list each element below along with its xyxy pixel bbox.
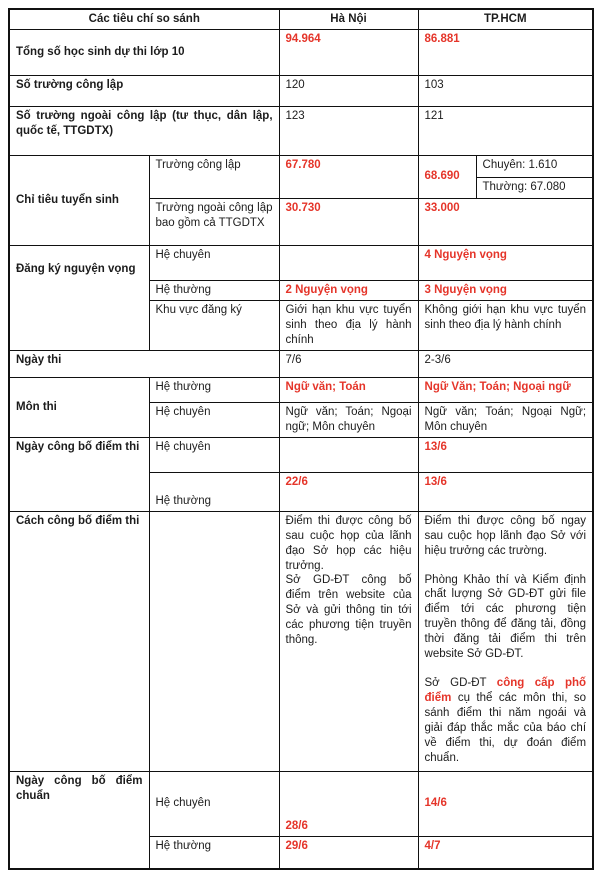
cell-subjects-thuong-hanoi: Ngữ văn; Toán (279, 377, 418, 402)
cell-non-public-schools-hcmc: 121 (418, 106, 593, 155)
cell-quota-public-hanoi: 67.780 (279, 155, 418, 198)
label-aspiration: Đăng ký nguyện vọng (9, 245, 149, 350)
label-cutoff-release: Ngày công bố điểm chuẩn (9, 771, 149, 869)
cell-quota-non-public-hcmc: 33.000 (418, 198, 593, 245)
cell-exam-date-hcmc: 2-3/6 (418, 350, 593, 377)
cell-aspiration-chuyen-hanoi (279, 245, 418, 280)
cell-cutoff-release-chuyen-hcmc: 14/6 (418, 771, 593, 836)
row-cutoff-release-chuyen (9, 771, 593, 836)
row-score-release-chuyen (9, 437, 593, 472)
label-public-schools: Số trường công lập (9, 75, 279, 106)
comparison-table (8, 8, 594, 870)
cell-score-release-chuyen-hcmc: 13/6 (418, 437, 593, 472)
label-non-public-schools: Số trường ngoài công lập (tư thục, dân lập, quốc tế, TTGDTX) (9, 106, 279, 155)
cell-total-students-hcmc: 86.881 (418, 29, 593, 75)
row-public-schools (9, 75, 593, 106)
cell-public-schools-hanoi: 120 (279, 75, 418, 106)
label-total-students: Tổng số học sinh dự thi lớp 10 (9, 29, 279, 75)
cell-aspiration-region-hanoi: Giới hạn khu vực tuyển sinh theo địa lý hành chính (279, 300, 418, 350)
cell-non-public-schools-hanoi: 123 (279, 106, 418, 155)
label-exam-date: Ngày thi (9, 350, 279, 377)
sublabel-aspiration-thuong: Hệ thường (149, 280, 279, 300)
release-method-hcmc-p3-prefix: Sở GD-ĐT (424, 677, 497, 690)
cell-quota-public-hcmc-total: 68.690 (418, 155, 476, 198)
cell-score-release-thuong-hcmc: 13/6 (418, 472, 593, 511)
cell-score-release-thuong-hanoi: 22/6 (279, 472, 418, 511)
label-quota: Chỉ tiêu tuyển sinh (9, 155, 149, 245)
sublabel-subjects-thuong: Hệ thường (149, 377, 279, 402)
release-method-hcmc-p3-highlight: công cấp phố điểm (424, 677, 587, 705)
cell-quota-public-hcmc-chuyen: Chuyên: 1.610 (476, 155, 593, 177)
header-hanoi: Hà Nội (279, 9, 418, 29)
cell-exam-date-hanoi: 7/6 (279, 350, 418, 377)
label-score-release: Ngày công bố điểm thi (9, 437, 149, 511)
sublabel-score-release-thuong: Hệ thường (149, 472, 279, 511)
release-method-hcmc-p3 (425, 676, 587, 766)
header-hcmc: TP.HCM (418, 9, 593, 29)
label-release-method: Cách công bố điểm thi (9, 511, 149, 771)
sublabel-aspiration-region: Khu vực đăng ký (149, 300, 279, 350)
cell-public-schools-hcmc: 103 (418, 75, 593, 106)
cell-release-method-hcmc (418, 511, 593, 771)
row-release-method (9, 511, 593, 771)
release-method-hcmc-p2: Phòng Khảo thí và Kiểm định chất lượng Sở GD-ĐT gửi file điểm tới các phương tiện truyền thông để đăng tải, đồng thời đăng tải điểm thi trên website Sở GD-ĐT. (424, 573, 587, 661)
sublabel-cutoff-release-chuyen: Hệ chuyên (149, 771, 279, 836)
cell-cutoff-release-thuong-hcmc: 4/7 (418, 836, 593, 869)
header-row (9, 9, 593, 29)
cell-subjects-chuyen-hcmc: Ngữ văn; Toán; Ngoại Ngữ; Môn chuyên (418, 402, 593, 437)
cell-quota-public-hcmc-thuong: Thường: 67.080 (476, 177, 593, 198)
release-method-hanoi-p1: Điểm thi được công bố sau cuộc họp của lãnh đạo Sở họp các hiệu trưởng. (285, 514, 412, 572)
release-method-hanoi-p2: Sở GD-ĐT công bố điểm trên website của Sở và gửi thông tin tới các phương tiện truyền thông. (285, 574, 412, 647)
sublabel-subjects-chuyen: Hệ chuyên (149, 402, 279, 437)
release-method-hcmc-p3-suffix: cụ thể các môn thi, so sánh điểm thi năm ngoái và giải đáp thắc mắc của báo chí về điểm thi, dự đoán điểm chuẩn. (424, 692, 587, 764)
header-criteria: Các tiêu chí so sánh (9, 9, 279, 29)
sublabel-quota-public: Trường công lập (149, 155, 279, 198)
sublabel-score-release-chuyen: Hệ chuyên (149, 437, 279, 472)
cell-total-students-hanoi: 94.964 (279, 29, 418, 75)
cell-aspiration-thuong-hcmc: 3 Nguyện vọng (418, 280, 593, 300)
cell-score-release-chuyen-hanoi (279, 437, 418, 472)
row-quota-public-chuyen (9, 155, 593, 177)
cell-release-method-hanoi (279, 511, 418, 771)
cell-quota-non-public-hanoi: 30.730 (279, 198, 418, 245)
sublabel-cutoff-release-thuong: Hệ thường (149, 836, 279, 869)
cell-aspiration-thuong-hanoi: 2 Nguyện vọng (279, 280, 418, 300)
cell-subjects-chuyen-hanoi: Ngữ văn; Toán; Ngoại ngữ; Môn chuyên (279, 402, 418, 437)
cell-aspiration-region-hcmc: Không giới hạn khu vực tuyển sinh theo địa lý hành chính (418, 300, 593, 350)
sublabel-quota-non-public: Trường ngoài công lập bao gồm cả TTGDTX (149, 198, 279, 245)
release-method-hcmc-p1: Điểm thi được công bố ngay sau cuộc họp lãnh đạo Sở với hiệu trưởng các trường. (424, 514, 587, 557)
cell-release-method-empty (149, 511, 279, 771)
row-non-public-schools (9, 106, 593, 155)
row-subjects-thuong (9, 377, 593, 402)
cell-subjects-thuong-hcmc: Ngữ Văn; Toán; Ngoại ngữ (418, 377, 593, 402)
sublabel-aspiration-chuyen: Hệ chuyên (149, 245, 279, 280)
cell-aspiration-chuyen-hcmc: 4 Nguyện vọng (418, 245, 593, 280)
cell-cutoff-release-chuyen-hanoi: 28/6 (279, 771, 418, 836)
cell-cutoff-release-thuong-hanoi: 29/6 (279, 836, 418, 869)
row-aspiration-chuyen (9, 245, 593, 280)
label-subjects: Môn thi (9, 377, 149, 437)
row-total-students (9, 29, 593, 75)
row-exam-date (9, 350, 593, 377)
